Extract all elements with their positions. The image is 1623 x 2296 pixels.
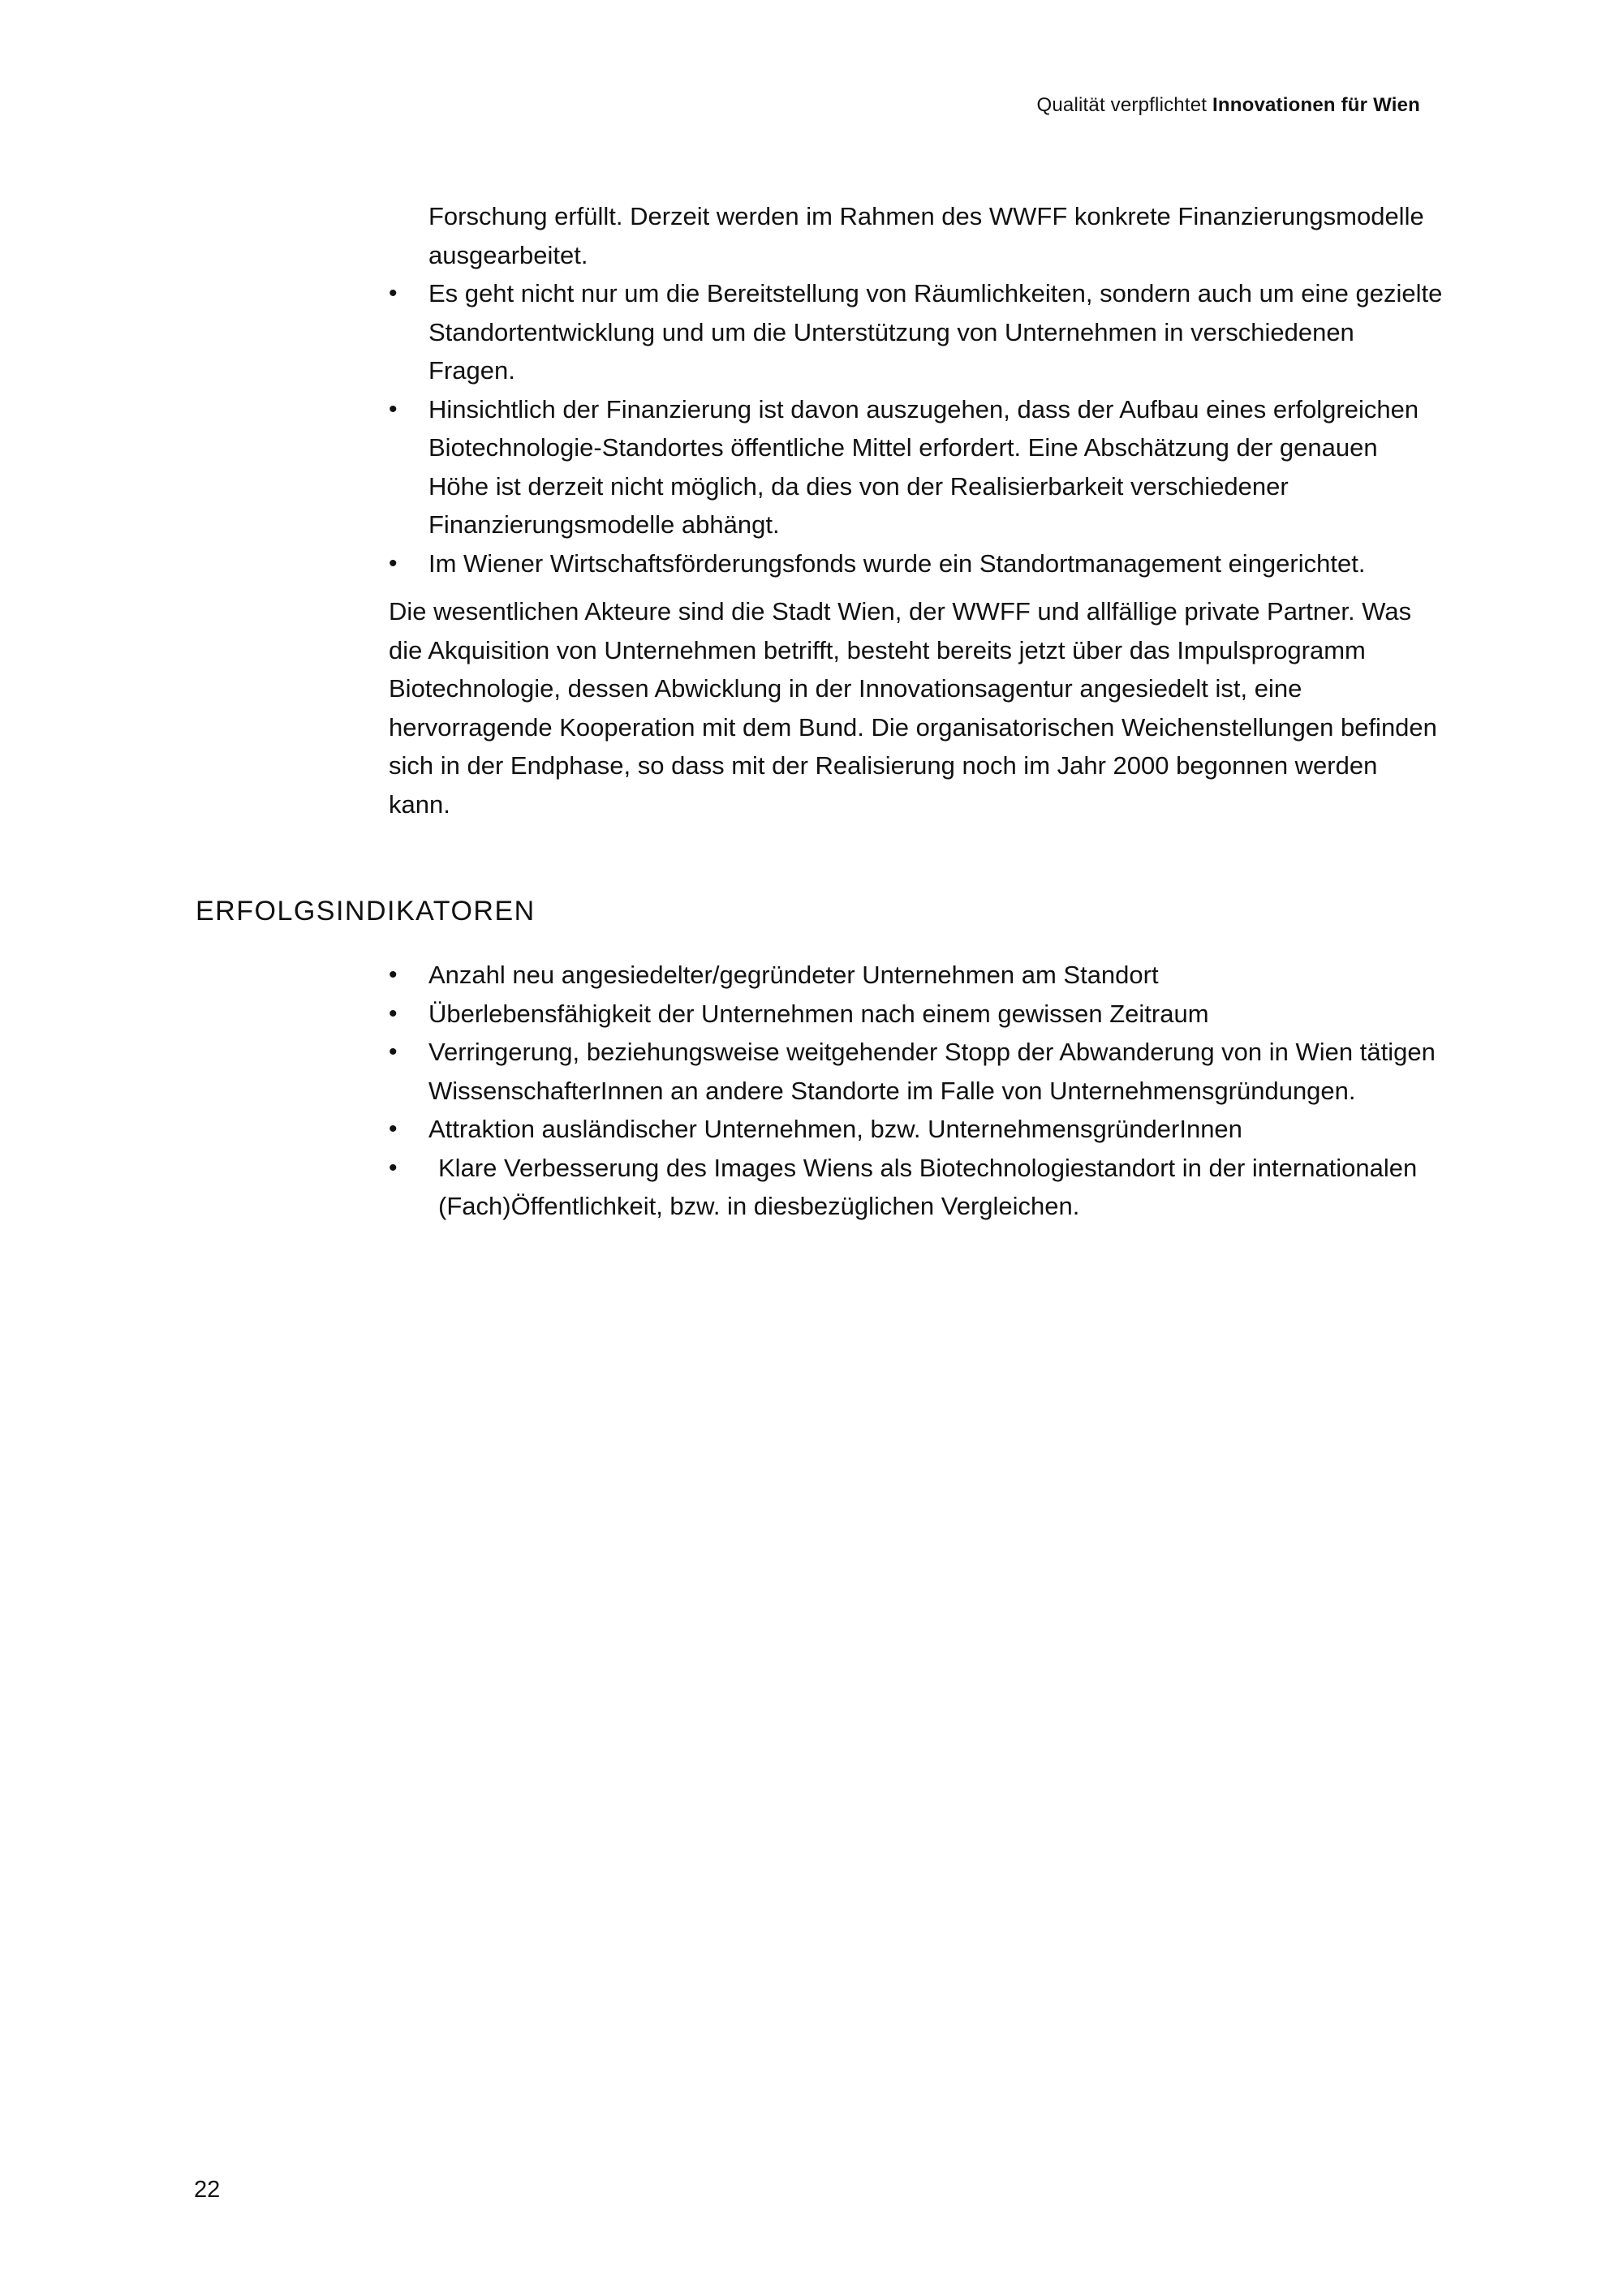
header-title: Innovationen für Wien [1212,94,1420,116]
section-heading: ERFOLGSINDIKATOREN [196,896,536,927]
list-item [389,390,1444,544]
bullet-icon: • [389,395,398,423]
indicators-section [389,956,1444,1226]
bullet-icon: • [389,1116,398,1142]
header-subtitle: Qualität verpflichtet [1036,94,1208,116]
list-item [389,1149,1444,1226]
list-item [389,274,1444,390]
list-item [389,544,1444,583]
body-paragraph: Die wesentlichen Akteure sind die Stadt Wien, der WWFF und allfällige private Partner. Was die Akquisition von Unternehmen betrifft, besteht bereits jetzt über das Impulsprogramm Biotechnologie, dessen Abwicklung in der Innovationsagentur angesiedelt ist, eine hervorragende Kooperation mit dem Bund. Die organisatorischen Weichenstellungen befinden sich in der Endphase, so dass mit der Realisierung noch im Jahr 2000 begonnen werden kann. [389,597,1437,819]
list-item [389,995,1444,1034]
bullet-icon: • [389,1000,398,1027]
list-item-text: Verringerung, beziehungsweise weitgehender Stopp der Abwanderung von in Wien tätigen WissenschafterInnen an andere Standorte im Falle von Unternehmensgründungen. [428,1038,1436,1105]
bullet-icon: • [389,1038,398,1065]
running-header [1037,94,1421,117]
list-item [389,1110,1444,1149]
list-item-text: Attraktion ausländischer Unternehmen, bzw. UnternehmensgründerInnen [428,1115,1242,1143]
bullet-icon: • [389,549,398,577]
list-item-text: Anzahl neu angesiedelter/gegründeter Unternehmen am Standort [428,961,1159,989]
main-content [389,197,1444,823]
bullet-icon: • [389,1154,398,1181]
list-item-text: Es geht nicht nur um die Bereitstellung von Räumlichkeiten, sondern auch um eine gezielte Standortentwicklung und um die Unterstützung von Unternehmen in verschiedenen Fragen. [428,279,1443,385]
page-number: 22 [194,2177,221,2203]
bullet-icon: • [389,961,398,988]
measures-list [389,274,1444,583]
indicators-list [389,956,1444,1226]
list-item-text: Überlebensfähigkeit der Unternehmen nach einem gewissen Zeitraum [428,999,1209,1028]
list-item [389,956,1444,995]
list-item [389,1033,1444,1110]
list-item-text: Hinsichtlich der Finanzierung ist davon auszugehen, dass der Aufbau eines erfolgreichen Biotechnologie-Standortes öffentliche Mittel erfordert. Eine Abschätzung der genauen Höhe ist derzeit nicht möglich, da dies von der Realisierbarkeit verschiedener Finanzierungsmodelle abhängt. [428,394,1419,539]
continued-bullet-text: Forschung erfüllt. Derzeit werden im Rahmen des WWFF konkrete Finanzierungsmodelle ausgearbeitet. [428,202,1424,269]
bullet-icon: • [389,280,398,307]
list-item-text: Im Wiener Wirtschaftsförderungsfonds wurde ein Standortmanagement eingerichtet. [428,548,1366,578]
list-item-text: Klare Verbesserung des Images Wiens als Biotechnologiestandort in der internationalen (Fach)Öffentlichkeit, bzw. in diesbezüglichen Vergleichen. [438,1153,1418,1220]
